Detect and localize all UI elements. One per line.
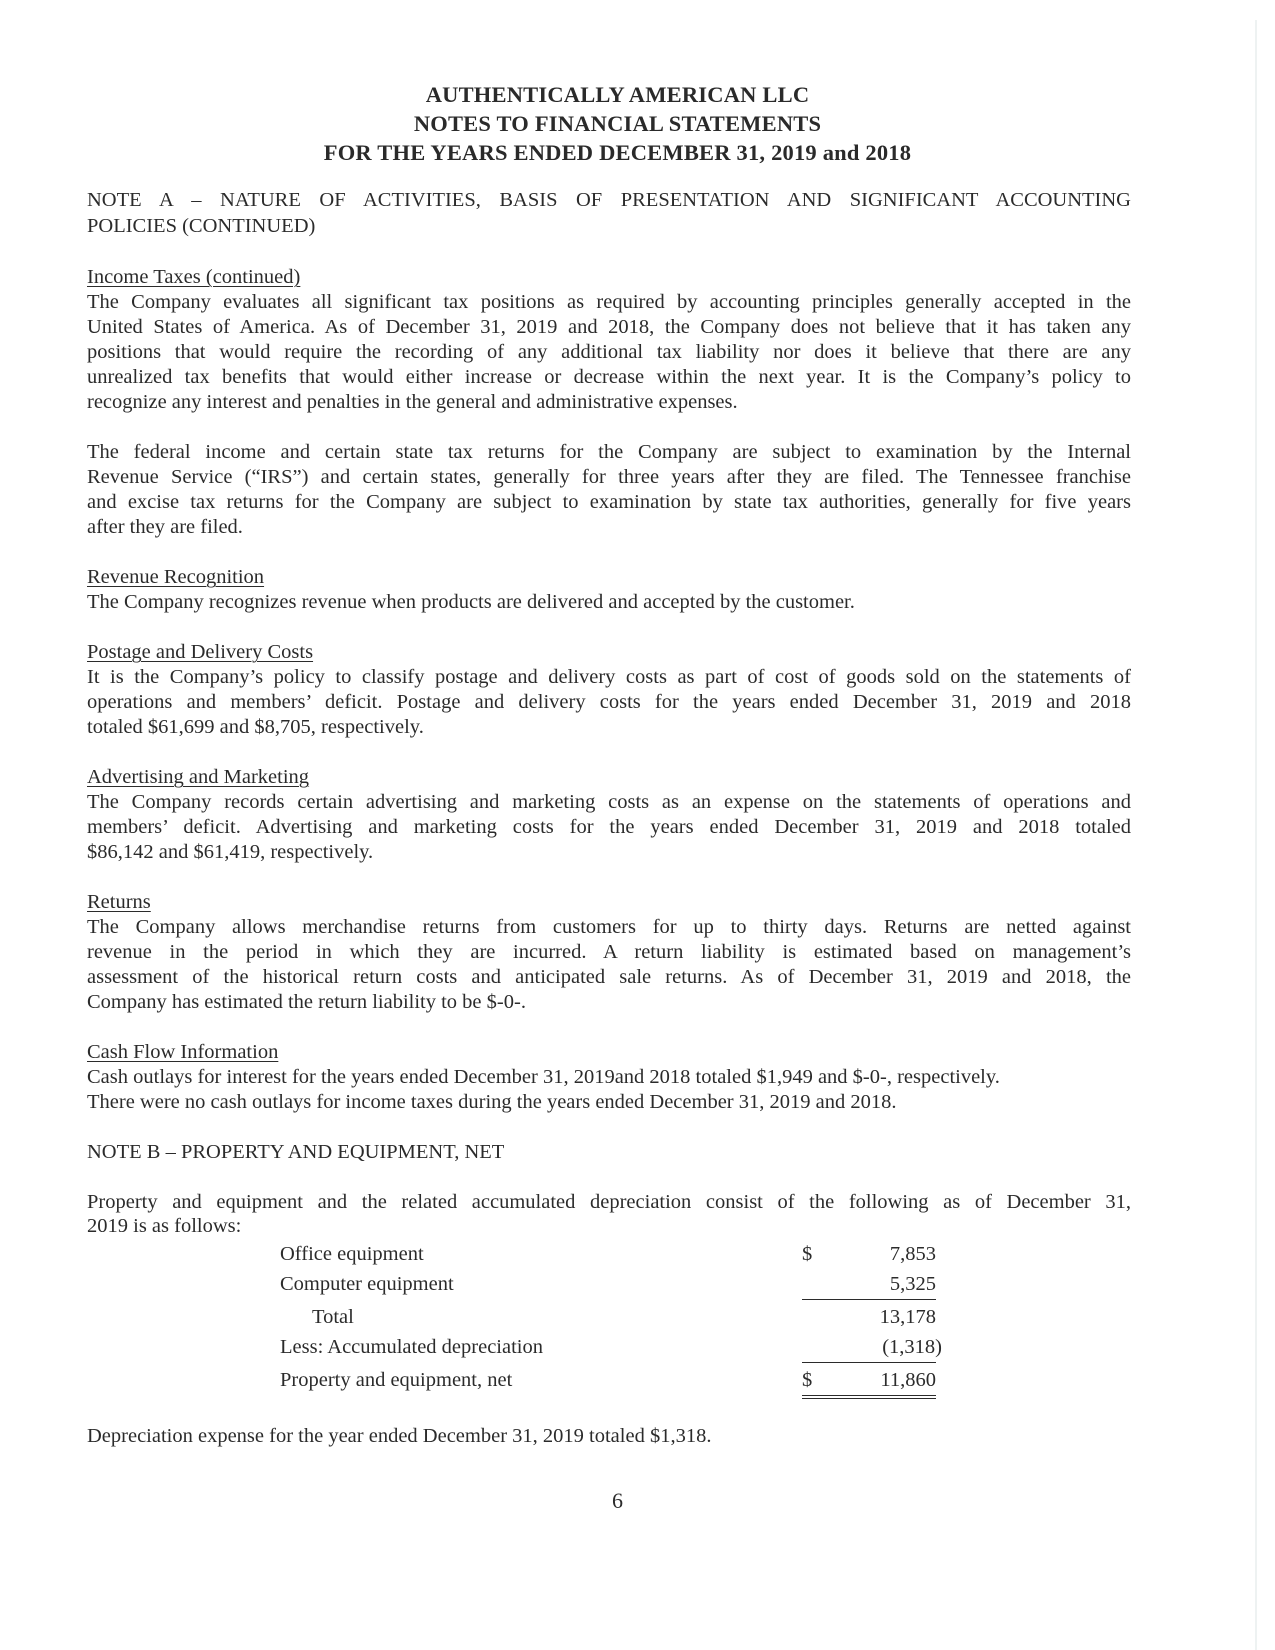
table-row-currency: $ [802, 1369, 813, 1391]
income-taxes-p1-line: United States of America. As of December 31, 2019 and 2018, the Company does not believe that it has taken any [87, 316, 1131, 338]
company-name: AUTHENTICALLY AMERICAN LLC [425, 82, 810, 107]
returns-line: Company has estimated the return liability to be $-0-. [87, 991, 526, 1013]
table-row-amount: 11,860 [880, 1369, 936, 1391]
note-b-heading: NOTE B – PROPERTY AND EQUIPMENT, NET [87, 1141, 505, 1163]
postage-delivery-line: totaled $61,699 and $8,705, respectively. [87, 716, 424, 738]
postage-delivery-title: Postage and Delivery Costs [87, 641, 314, 663]
advertising-marketing-line: $86,142 and $61,419, respectively. [87, 841, 374, 863]
document-title: NOTES TO FINANCIAL STATEMENTS [413, 111, 822, 136]
cash-flow-title: Cash Flow Information [87, 1041, 279, 1063]
advertising-marketing-title: Advertising and Marketing [87, 766, 310, 788]
table-row-label: Less: Accumulated depreciation [280, 1336, 543, 1358]
table-row-amount: 13,178 [879, 1306, 936, 1328]
returns-line: The Company allows merchandise returns from customers for up to thirty days. Returns are netted against [87, 916, 1131, 938]
cash-flow-line: Cash outlays for interest for the years ended December 31, 2019and 2018 totaled $1,949 and $-0-, respectively. [87, 1066, 1000, 1088]
depreciation-note: Depreciation expense for the year ended December 31, 2019 totaled $1,318. [87, 1425, 712, 1447]
table-row-label: Property and equipment, net [280, 1369, 513, 1391]
note-b-intro-line: Property and equipment and the related accumulated depreciation consist of the following as of December 31, [87, 1191, 1131, 1213]
document-period: FOR THE YEARS ENDED DECEMBER 31, 2019 and 2018 [323, 140, 912, 165]
subtotal-rule [802, 1299, 936, 1300]
returns-title: Returns [87, 891, 151, 913]
returns-line: assessment of the historical return costs and anticipated sale returns. As of December 31, 2019 and 2018, the [87, 966, 1131, 988]
table-row-currency: $ [802, 1243, 813, 1265]
double-rule-bottom [802, 1398, 936, 1399]
advertising-marketing-line: members’ deficit. Advertising and marketing costs for the years ended December 31, 2019 and 2018 totaled [87, 816, 1131, 838]
income-taxes-p1-line: recognize any interest and penalties in the general and administrative expenses. [87, 391, 738, 413]
table-row-amount: (1,318) [882, 1336, 942, 1358]
note-a-heading: NOTE A – NATURE OF ACTIVITIES, BASIS OF PRESENTATION AND SIGNIFICANT ACCOUNTING [87, 189, 1131, 211]
table-row-label: Total [312, 1306, 354, 1328]
double-rule-top [802, 1395, 936, 1396]
postage-delivery-line: operations and members’ deficit. Postage and delivery costs for the years ended December 31, 2019 and 2018 [87, 691, 1131, 713]
cash-flow-line: There were no cash outlays for income taxes during the years ended December 31, 2019 and 2018. [87, 1091, 897, 1113]
postage-delivery-line: It is the Company’s policy to classify postage and delivery costs as part of cost of goods sold on the statements of [87, 666, 1131, 688]
revenue-recognition-line: The Company recognizes revenue when products are delivered and accepted by the customer. [87, 591, 855, 613]
income-taxes-p2-line: after they are filed. [87, 516, 243, 538]
income-taxes-p2-line: The federal income and certain state tax returns for the Company are subject to examination by the Internal [87, 441, 1131, 463]
page-number: 6 [612, 1488, 623, 1513]
income-taxes-p1-line: The Company evaluates all significant tax positions as required by accounting principles generally accepted in the [87, 291, 1131, 313]
note-b-intro-line: 2019 is as follows: [87, 1215, 242, 1237]
income-taxes-p2-line: Revenue Service (“IRS”) and certain states, generally for three years after they are filed. The Tennessee franchise [87, 466, 1131, 488]
returns-line: revenue in the period in which they are incurred. A return liability is estimated based on management’s [87, 941, 1131, 963]
table-row-amount: 5,325 [889, 1273, 936, 1295]
table-row-label: Computer equipment [280, 1273, 454, 1295]
income-taxes-p1-line: unrealized tax benefits that would either increase or decrease within the next year. It is the Company’s policy to [87, 366, 1131, 388]
income-taxes-p1-line: positions that would require the recording of any additional tax liability nor does it believe that there are any [87, 341, 1131, 363]
table-row-amount: 7,853 [889, 1243, 936, 1265]
income-taxes-p2-line: and excise tax returns for the Company are subject to examination by state tax authorities, generally for five years [87, 491, 1131, 513]
note-a-heading-cont: POLICIES (CONTINUED) [87, 215, 316, 237]
advertising-marketing-line: The Company records certain advertising and marketing costs as an expense on the statements of operations and [87, 791, 1131, 813]
table-row-label: Office equipment [280, 1243, 424, 1265]
income-taxes-title: Income Taxes (continued) [87, 266, 301, 288]
total-rule [802, 1362, 936, 1363]
revenue-recognition-title: Revenue Recognition [87, 566, 265, 588]
